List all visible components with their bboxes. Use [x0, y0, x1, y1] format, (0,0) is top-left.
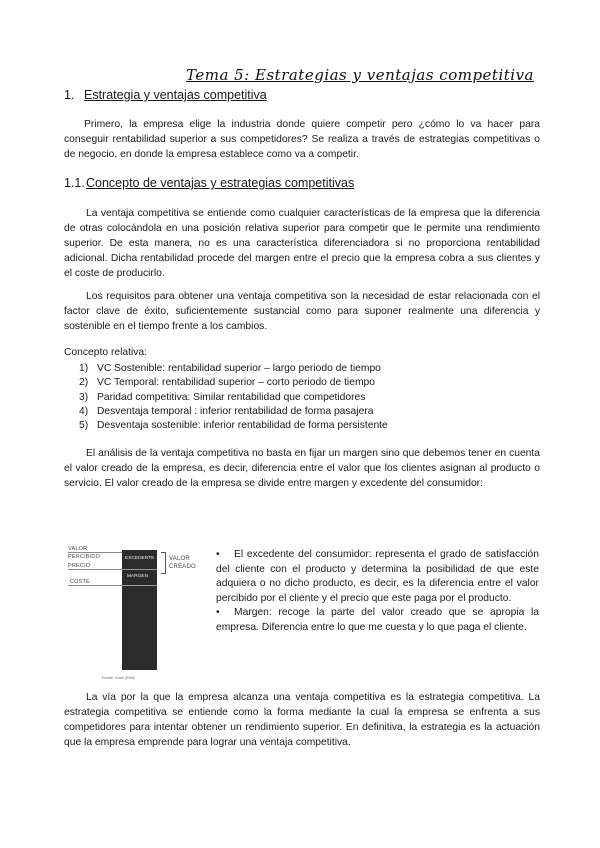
figure-caption: Fuente: Grant (2006) [102, 676, 135, 680]
concept-list [79, 362, 388, 433]
paragraph-4 [64, 446, 540, 491]
section-1-number: 1. [64, 88, 75, 102]
value-bar [122, 550, 157, 670]
bar-divider-precio [122, 569, 157, 570]
valor-percibido-line [68, 552, 122, 553]
figure-label-valor: VALOR [68, 546, 88, 552]
list-title: Concepto relativa: [64, 347, 147, 358]
bullet-list [216, 548, 539, 636]
bar-divider-coste [122, 585, 157, 586]
value-created-figure [62, 540, 212, 690]
section-1-1-number: 1.1. [64, 176, 85, 190]
document-title: Tema 5: Estrategias y ventajas competitiva [186, 66, 535, 84]
bullet-item-margen: • Margen: recoge la parte del valor creado que se apropia la empresa. Diferencia entre lo que me cuesta y lo que paga el cliente. [216, 607, 539, 633]
paragraph-2-text: La ventaja competitiva se entiende como cualquier características de la empresa que la diferencia de otras colocándola en una posición relativa superior para competir que le permite una rendimiento superior. De esta manera, no es una característica diferenciadora si no proporciona rentabilidad adicional. Dicha rentabilidad procede del margen entre el precio que la empresa cobra a sus clientes y el coste de producirlo. [64, 208, 540, 279]
valor-creado-brace [161, 552, 166, 574]
bullet-symbol: • [216, 607, 220, 619]
bullet-symbol: • [216, 549, 220, 560]
coste-line [68, 585, 122, 586]
figure-label-percibido: PERCIBIDO [68, 554, 101, 560]
section-1-heading [64, 88, 267, 102]
precio-line [68, 569, 122, 570]
paragraph-5-text: La vía por la que la empresa alcanza una ventaja competitiva es la estrategia competitiva. La estrategia competitiva se entiende como la forma mediante la cual la empresa se enfrenta a sus competidores para intentar obtener un rendimiento superior. En definitiva, la estrategia es la actuación que la empresa emprende para lograr una ventaja competitiva. [64, 692, 540, 748]
figure-label-margen: MARGEN [127, 574, 149, 579]
section-1-1-title: Concepto de ventajas y estrategias competitivas [86, 176, 355, 190]
paragraph-3 [64, 289, 540, 334]
list-item: 1) VC Sostenible: rentabilidad superior – largo periodo de tiempo [79, 363, 381, 374]
section-1-1-heading [64, 176, 354, 190]
bullet-item-excedente: • El excedente del consumidor: representa el grado de satisfacción del cliente con el producto y determina la posibilidad de que este adquiera o no dicho producto, es decir, es la diferencia entre el valor percibido por el cliente y el precio que este paga por el producto. [216, 549, 539, 604]
figure-label-excedente: EXCEDENTE [125, 556, 155, 561]
figure-label-valor-creado-1: VALOR [169, 556, 190, 562]
paragraph-3-text: Los requisitos para obtener una ventaja competitiva son la necesidad de estar relacionada con el factor clave de éxito, suficientemente sustancial como para suponer realmente una diferencia y sostenible en el tiempo frente a los cambios. [64, 291, 540, 332]
list-item: 3) Paridad competitiva: Similar rentabilidad que competidores [79, 391, 366, 403]
section-1-title: Estrategia y ventajas competitiva [84, 88, 267, 102]
paragraph-2 [64, 206, 540, 281]
figure-label-valor-creado-2: CREADO [169, 564, 196, 570]
figure-label-coste: COSTE [70, 579, 90, 585]
paragraph-1-text: Primero, la empresa elige la industria donde quiere competir pero ¿cómo lo va hacer para conseguir rentabilidad superior a sus competidores? Se realiza a través de estrategias competitivas o de negocio, en donde la empresa establece como va a competir. [64, 119, 540, 160]
figure-label-precio: PRECIO [68, 563, 91, 569]
paragraph-5 [64, 690, 540, 750]
list-item: 5) Desventaja sostenible: inferior rentabilidad de forma persistente [79, 420, 388, 432]
list-item: 2) VC Temporal: rentabilidad superior – corto periodo de tiempo [79, 377, 375, 389]
paragraph-4-text: El análisis de la ventaja competitiva no basta en fijar un margen sino que debemos tener en cuenta el valor creado de la empresa, es decir, diferencia entre el valor que los clientes asignan al producto o servicio. El valor creado de la empresa se divide entre margen y excedente del consumidor: [64, 448, 540, 489]
list-item: 4) Desventaja temporal : inferior rentabilidad de forma pasajera [79, 405, 374, 417]
paragraph-1 [64, 117, 540, 162]
